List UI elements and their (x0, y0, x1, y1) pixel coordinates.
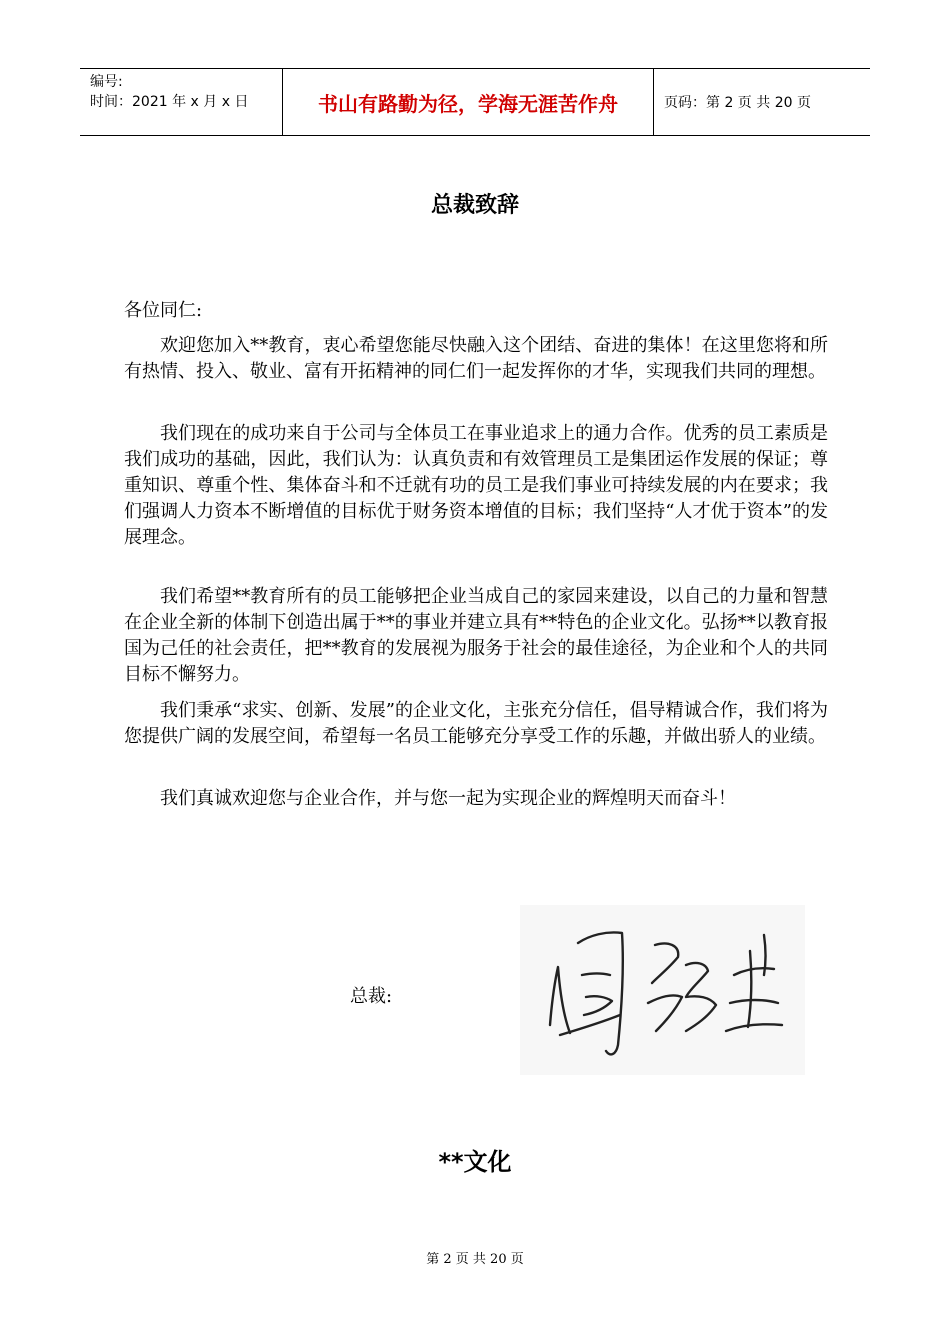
header-motto: 书山有路勤为径，学海无涯苦作舟 (318, 91, 618, 116)
signature-image (520, 905, 805, 1075)
signoff-label: 总裁: (350, 986, 393, 1007)
paragraph-5: 我们真诚欢迎您与企业合作，并与您一起为实现企业的辉煌明天而奋斗！ (160, 788, 736, 809)
header-meta-cell (80, 69, 283, 135)
header-page-cell (654, 69, 870, 135)
paragraph-4: 我们秉承“求实、创新、发展”的企业文化，主张充分信任，倡导精诚合作，我们将为您提供广阔的发展空间，希望每一名员工能够充分享受工作的乐趣，并做出骄人的业绩。 (124, 700, 828, 747)
header-motto-cell (283, 69, 654, 135)
header-page-info: 页码：第 2 页 共 20 页 (664, 95, 811, 111)
document-number-label: 编号: (90, 74, 123, 90)
document-title: 总裁致辞 (430, 193, 519, 218)
header-table (80, 68, 870, 136)
paragraph-3: 我们希望**教育所有的员工能够把企业当成自己的家园来建设，以自己的力量和智慧在企业全新的体制下创造出属于**的事业并建立具有**特色的企业文化。弘扬**以教育报国为己任的社会责任，把**教育的发展视为服务于社会的最佳途径，为企业和个人的共同目标不懈努力。 (124, 586, 828, 685)
paragraph-1: 欢迎您加入**教育，衷心希望您能尽快融入这个团结、奋进的集体！在这里您将和所有热情、投入、敬业、富有开拓精神的同仁们一起发挥你的才华，实现我们共同的理想。 (124, 335, 828, 382)
section-title-culture: **文化 (438, 1148, 512, 1176)
document-time-label: 时间：2021 年 x 月 x 日 (90, 94, 249, 110)
paragraph-2: 我们现在的成功来自于公司与全体员工在事业追求上的通力合作。优秀的员工素质是我们成功的基础，因此，我们认为：认真负责和有效管理员工是集团运作发展的保证；尊重知识、尊重个性、集体奋斗和不迁就有功的员工是我们事业可持续发展的内在要求；我们强调人力资本不断增值的目标优于财务资本增值的目标；我们坚持“人才优于资本”的发展理念。 (124, 423, 828, 548)
greeting: 各位同仁: (124, 300, 203, 321)
handwritten-signature (520, 905, 805, 1075)
page-footer: 第 2 页 共 20 页 (426, 1252, 524, 1267)
